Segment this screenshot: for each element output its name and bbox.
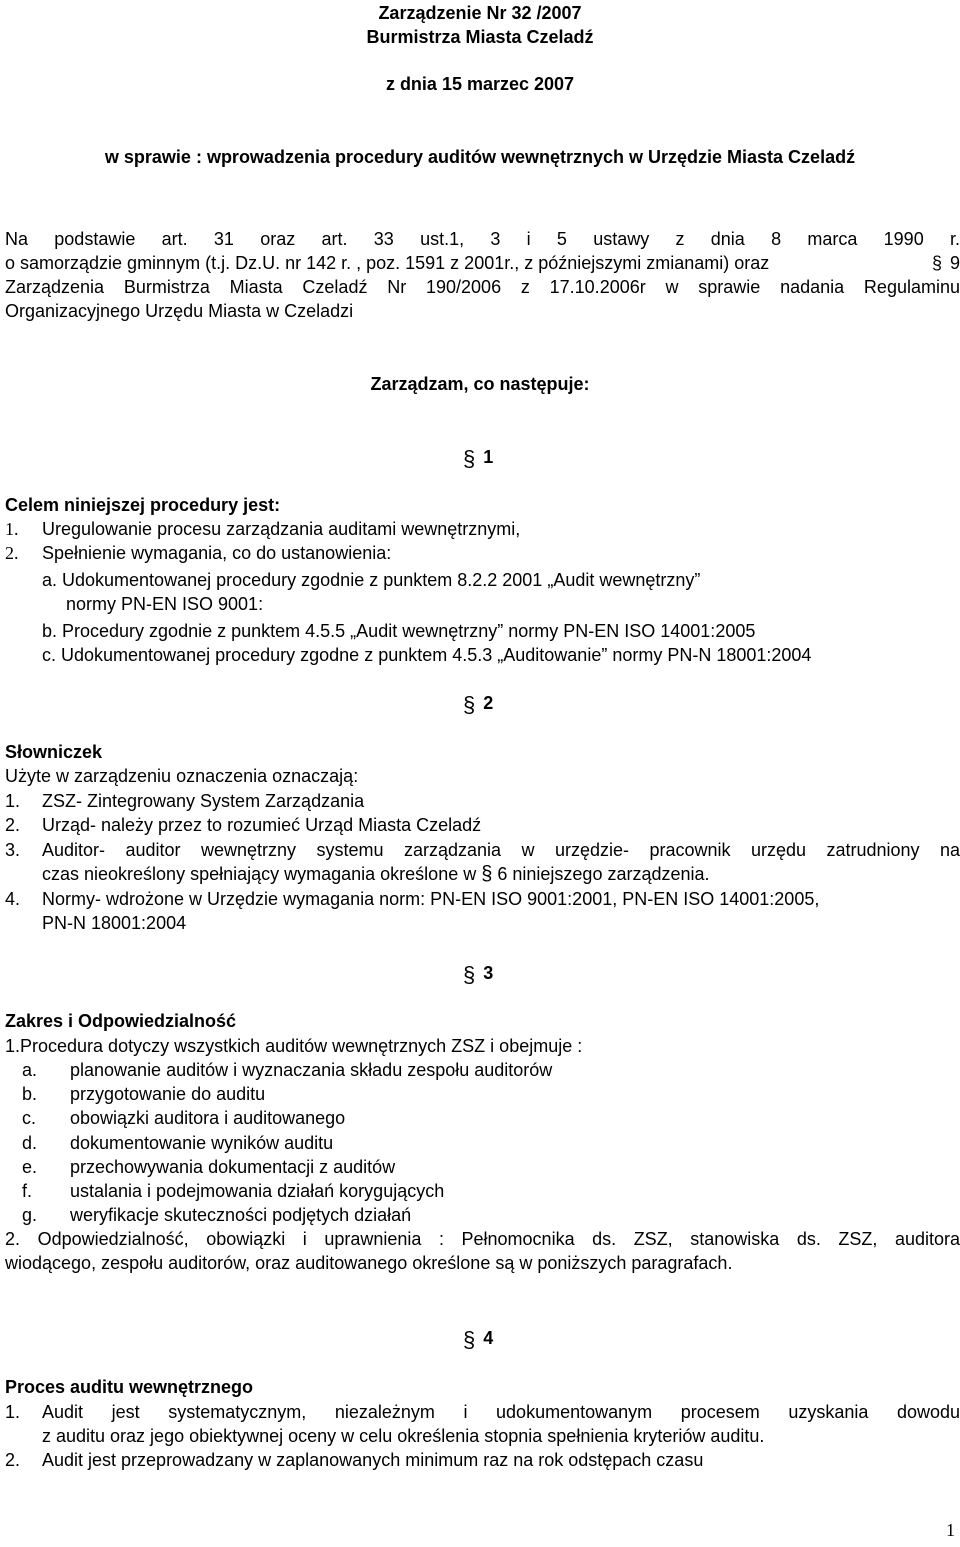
list-item-letter: c. xyxy=(22,1108,37,1129)
s3-paragraph-2-line-1: 2. Odpowiedzialność, obowiązki i uprawnienia : Pełnomocnika ds. ZSZ, stanowiska ds. ZSZ, auditora xyxy=(5,1229,960,1249)
s1-item-2-num: 2. xyxy=(5,543,19,563)
s3-paragraph-2-line-2: wiodącego, zespołu auditorów, oraz auditowanego określone są w poniższych paragrafach. xyxy=(5,1253,733,1273)
s1-item-a-cont: normy PN-EN ISO 9001: xyxy=(66,594,264,614)
s3-paragraph-1: 1.Procedura dotyczy wszystkich auditów wewnętrznych ZSZ i obejmuje : xyxy=(5,1036,583,1056)
section-symbol: § xyxy=(931,253,942,273)
basis-line-2-text: o samorządzie gminnym (t.j. Dz.U. nr 142 r. , poz. 1591 z 2001r., z późniejszymi zmianami) oraz xyxy=(5,253,770,273)
list-item-text: przygotowanie do auditu xyxy=(70,1084,266,1105)
document-date: z dnia 15 marzec 2007 xyxy=(385,74,575,94)
s1-item-b: b. Procedury zgodnie z punktem 4.5.5 „Audit wewnętrzny” normy PN-EN ISO 14001:2005 xyxy=(42,621,756,641)
section-1-heading: Celem niniejszej procedury jest: xyxy=(5,495,281,515)
decree-statement: Zarządzam, co następuje: xyxy=(370,374,590,394)
list-item-letter: d. xyxy=(22,1132,38,1153)
list-item-letter: g. xyxy=(22,1205,38,1226)
document-subject: w sprawie : wprowadzenia procedury auditów wewnętrznych w Urzędzie Miasta Czeladź xyxy=(104,147,856,167)
list-item xyxy=(22,1180,444,1202)
list-item-text: obowiązki auditora i auditowanego xyxy=(70,1108,346,1129)
section-4-heading: Proces auditu wewnętrznego xyxy=(5,1377,254,1397)
list-item xyxy=(22,1083,265,1105)
s1-item-2: Spełnienie wymagania, co do ustanowienia: xyxy=(42,543,392,563)
basis-line-3: Zarządzenia Burmistrza Miasta Czeladź Nr 190/2006 z 17.10.2006r w sprawie nadania Regulaminu xyxy=(5,277,960,297)
basis-line-4: Organizacyjnego Urzędu Miasta w Czeladzi xyxy=(5,301,354,321)
section-4-marker: § 4 xyxy=(463,1327,494,1352)
s2-item-3-num: 3. xyxy=(5,840,21,860)
basis-line-2-ref: § 9 xyxy=(931,253,960,273)
section-3-marker: § 3 xyxy=(463,962,494,987)
list-item xyxy=(22,1107,345,1129)
list-item-letter: e. xyxy=(22,1156,38,1177)
s2-item-2: Urząd- należy przez to rozumieć Urząd Miasta Czeladź xyxy=(42,815,482,835)
list-item-text: ustalania i podejmowania działań korygujących xyxy=(70,1181,445,1201)
list-item xyxy=(22,1132,333,1154)
list-item-text: planowanie auditów i wyznaczania składu zespołu auditorów xyxy=(70,1060,553,1080)
s2-item-3-line-2: czas nieokreślony spełniający wymagania określone w § 6 niniejszego zarządzenia. xyxy=(42,863,710,885)
page-number: 1 xyxy=(946,1520,955,1540)
document-issuer: Burmistrza Miasta Czeladź xyxy=(366,27,594,47)
s2-item-4-line-2: PN-N 18001:2004 xyxy=(42,913,187,933)
s4-item-1-line-1: Audit jest systematycznym, niezależnym i udokumentowanym procesem uzyskania dowodu xyxy=(42,1402,960,1422)
s1-item-1: Uregulowanie procesu zarządzania auditami wewnętrznymi, xyxy=(42,519,521,539)
section-3-heading: Zakres i Odpowiedzialność xyxy=(5,1011,237,1031)
s4-item-1-num: 1. xyxy=(5,1402,21,1422)
section-1-marker: § 1 xyxy=(463,446,494,471)
s4-item-2-num: 2. xyxy=(5,1450,21,1470)
s4-item-1-line-2: z auditu oraz jego obiektywnej oceny w celu określenia stopnia spełnienia kryteriów auditu. xyxy=(42,1426,765,1446)
list-item xyxy=(22,1156,395,1178)
s4-item-2: Audit jest przeprowadzany w zaplanowanych minimum raz na rok odstępach czasu xyxy=(42,1450,704,1470)
s1-item-a: a. Udokumentowanej procedury zgodnie z punktem 8.2.2 2001 „Audit wewnętrzny” xyxy=(42,570,701,590)
list-item-letter: f. xyxy=(22,1181,33,1201)
list-item-text: weryfikacje skuteczności podjętych działań xyxy=(70,1205,412,1226)
s2-item-3-line-1: Auditor- auditor wewnętrzny systemu zarządzania w urzędzie- pracownik urzędu zatrudniony na xyxy=(42,840,960,860)
section-symbol: § xyxy=(481,863,493,885)
s2-item-2-num: 2. xyxy=(5,815,21,835)
s2-item-1: ZSZ- Zintegrowany System Zarządzania xyxy=(42,791,365,811)
list-item-letter: a. xyxy=(22,1060,38,1080)
list-item-letter: b. xyxy=(22,1084,38,1105)
s2-item-4-line-1: Normy- wdrożone w Urzędzie wymagania norm: PN-EN ISO 9001:2001, PN-EN ISO 14001:2005, xyxy=(42,889,820,909)
list-item xyxy=(22,1059,552,1081)
document-title: Zarządzenie Nr 32 /2007 xyxy=(378,3,582,23)
s1-item-1-num: 1. xyxy=(5,519,19,539)
s2-item-1-num: 1. xyxy=(5,791,21,811)
s2-intro: Użyte w zarządzeniu oznaczenia oznaczają: xyxy=(5,766,359,786)
basis-line-1: Na podstawie art. 31 oraz art. 33 ust.1, 3 i 5 ustawy z dnia 8 marca 1990 r. xyxy=(5,229,960,249)
section-symbol: § xyxy=(463,446,476,471)
s2-item-4-num: 4. xyxy=(5,889,21,909)
s1-item-c: c. Udokumentowanej procedury zgodne z punktem 4.5.3 „Auditowanie” normy PN-N 18001:2004 xyxy=(42,645,812,665)
list-item-text: dokumentowanie wyników auditu xyxy=(70,1132,334,1153)
section-symbol: § xyxy=(463,692,476,717)
list-item xyxy=(22,1204,411,1226)
section-2-marker: § 2 xyxy=(463,692,494,717)
section-2-heading: Słowniczek xyxy=(5,742,103,762)
basis-line-2 xyxy=(5,252,960,274)
list-item-text: przechowywania dokumentacji z auditów xyxy=(70,1156,396,1177)
section-symbol: § xyxy=(463,1327,476,1352)
section-symbol: § xyxy=(463,962,476,987)
